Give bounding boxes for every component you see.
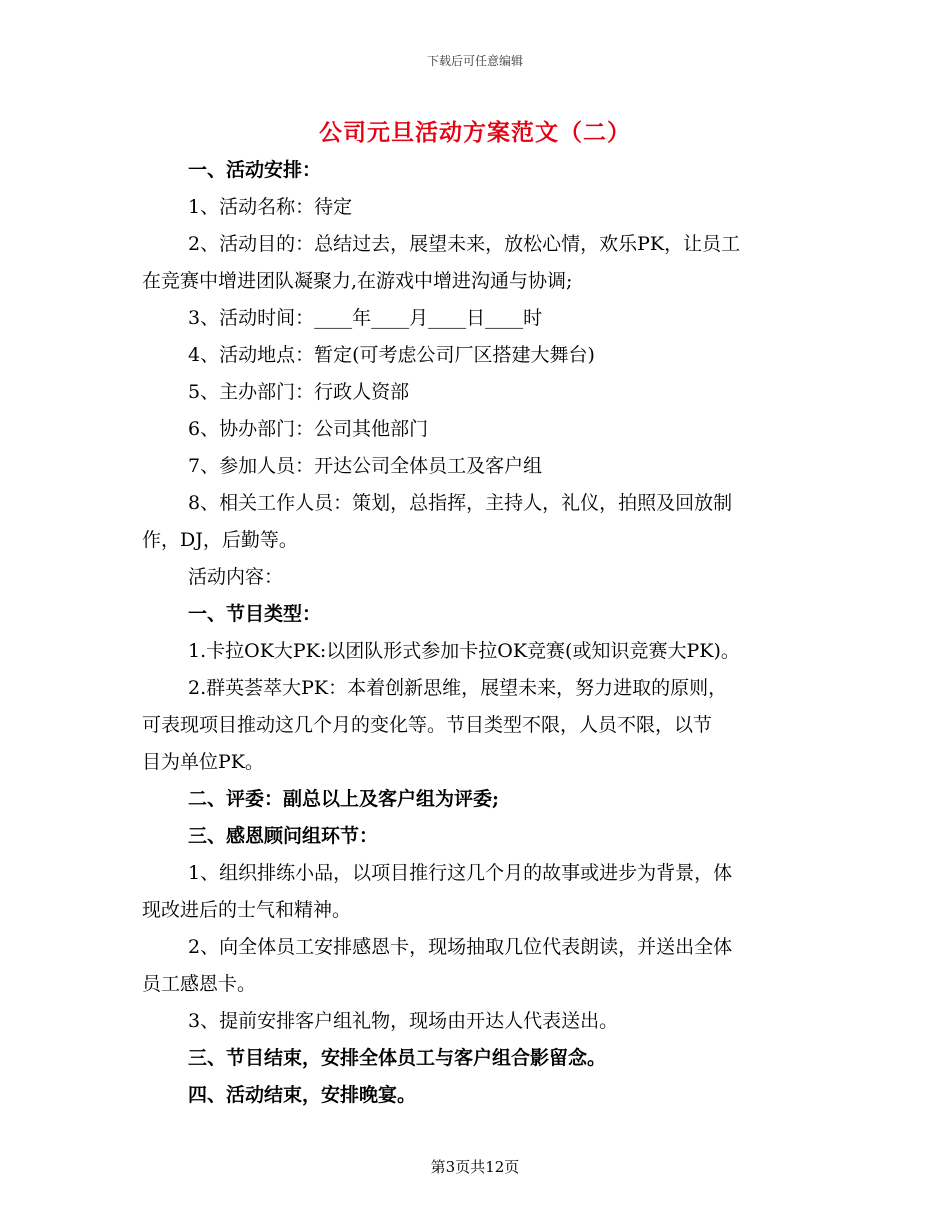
paragraph-line: 1、活动名称：待定 [188, 196, 353, 218]
paragraph-line: 2.群英荟萃大PK：本着创新思维，展望未来，努力进取的原则， [188, 677, 728, 699]
paragraph-line: 2、向全体员工安排感恩卡，现场抽取几位代表朗读，并送出全体 [188, 936, 733, 958]
paragraph-line: 4、活动地点：暂定(可考虑公司厂区搭建大舞台) [188, 344, 595, 366]
paragraph-line: 7、参加人员：开达公司全体员工及客户组 [188, 455, 543, 477]
paragraph-line: 3、活动时间：____年____月____日____时 [188, 307, 543, 329]
paragraph-line: 目为单位PK。 [142, 751, 264, 773]
header-note: 下载后可任意编辑 [426, 54, 523, 68]
paragraph-line: 5、主办部门：行政人资部 [188, 381, 410, 403]
paragraph-line: 8、相关工作人员：策划，总指挥，主持人，礼仪，拍照及回放制 [188, 492, 733, 514]
section-heading: 一、节目类型： [188, 603, 322, 625]
section-heading: 四、活动结束，安排晚宴。 [188, 1084, 417, 1106]
section-heading: 三、节目结束，安排全体员工与客户组合影留念。 [188, 1047, 607, 1069]
paragraph-line: 6、协办部门：公司其他部门 [188, 418, 429, 440]
paragraph-line: 活动内容： [188, 566, 284, 588]
document-body [142, 152, 810, 1114]
section-heading: 一、活动安排： [188, 159, 322, 181]
section-heading: 三、感恩顾问组环节： [188, 825, 379, 847]
paragraph-line: 1.卡拉OK大PK:以团队形式参加卡拉OK竞赛(或知识竞赛大PK)。 [188, 640, 740, 662]
paragraph-line: 2、活动目的：总结过去，展望未来，放松心情，欢乐PK，让员工 [188, 233, 741, 255]
document-title: 公司元旦活动方案范文（二） [319, 119, 631, 146]
paragraph-line: 在竞赛中增进团队凝聚力,在游戏中增进沟通与协调; [142, 270, 573, 292]
page-footer: 第3页共12页 [430, 1158, 520, 1176]
paragraph-line: 1、组织排练小品，以项目推行这几个月的故事或进步为背景，体 [188, 862, 733, 884]
section-heading: 二、评委：副总以上及客户组为评委; [188, 788, 500, 810]
paragraph-line: 作，DJ，后勤等。 [142, 529, 298, 551]
paragraph-line: 3、提前安排客户组礼物，现场由开达人代表送出。 [188, 1010, 619, 1032]
paragraph-line: 可表现项目推动这几个月的变化等。节目类型不限，人员不限，以节 [142, 714, 713, 736]
paragraph-line: 员工感恩卡。 [142, 973, 257, 995]
paragraph-line: 现改进后的士气和精神。 [142, 899, 352, 921]
